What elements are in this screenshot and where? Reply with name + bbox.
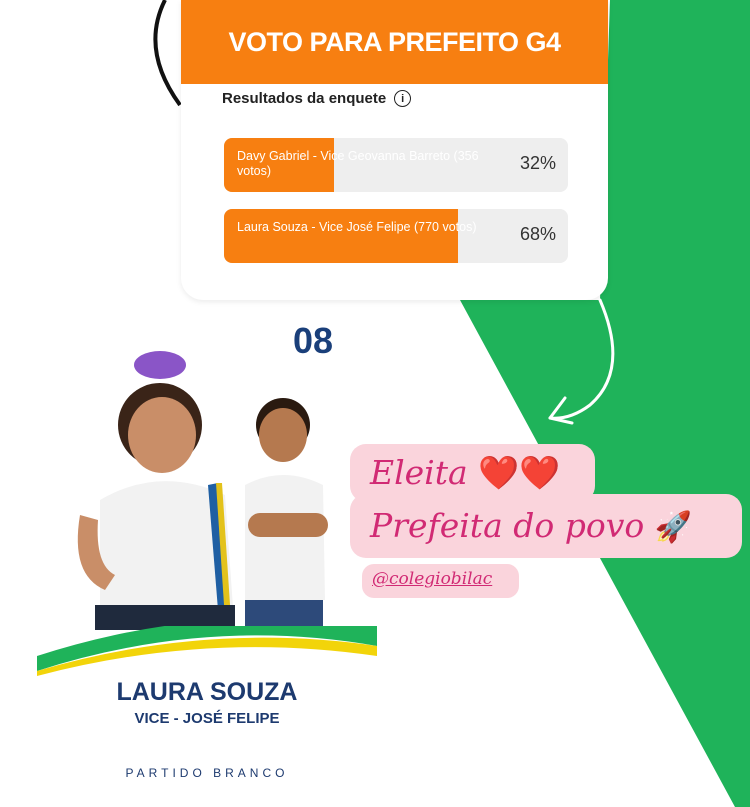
poll-card [181,0,608,300]
rocket-icon: 🚀 [654,510,693,545]
candidate-name: LAURA SOUZA [116,678,298,706]
party-name: PARTIDO BRANCO [125,766,289,780]
poll-subtitle [222,90,411,107]
sticker-line2-text: Prefeita do povo [370,506,645,545]
poll-option-laura[interactable] [224,209,568,263]
poll-option-fill [224,209,458,263]
poll-option-percent: 32% [519,153,556,173]
poll-option-percent: 68% [519,224,556,244]
flag-swoosh [37,626,377,682]
poll-subtitle-text: Resultados da enquete [222,90,387,107]
sticker-line1 [370,453,560,493]
sticker-line1-text: Eleita [370,453,468,492]
poll-option-label: Davy Gabriel - Vice Geovanna Barreto (356 votos) [237,149,479,178]
candidate-photo [40,335,350,635]
heart-icon: ❤️❤️ [478,453,561,492]
poll-option-davy[interactable] [224,138,568,192]
candidate-vice: VICE - JOSÉ FELIPE [134,710,280,727]
poll-title: VOTO PARA PREFEITO G4 [181,0,608,84]
info-icon[interactable]: i [394,90,411,107]
poll-option-label: Laura Souza - Vice José Felipe (770 votos) [237,220,477,234]
candidate-number: 08 [293,320,334,361]
mention-handle[interactable]: @colegiobilac [372,569,493,589]
sticker-line2 [370,506,692,545]
